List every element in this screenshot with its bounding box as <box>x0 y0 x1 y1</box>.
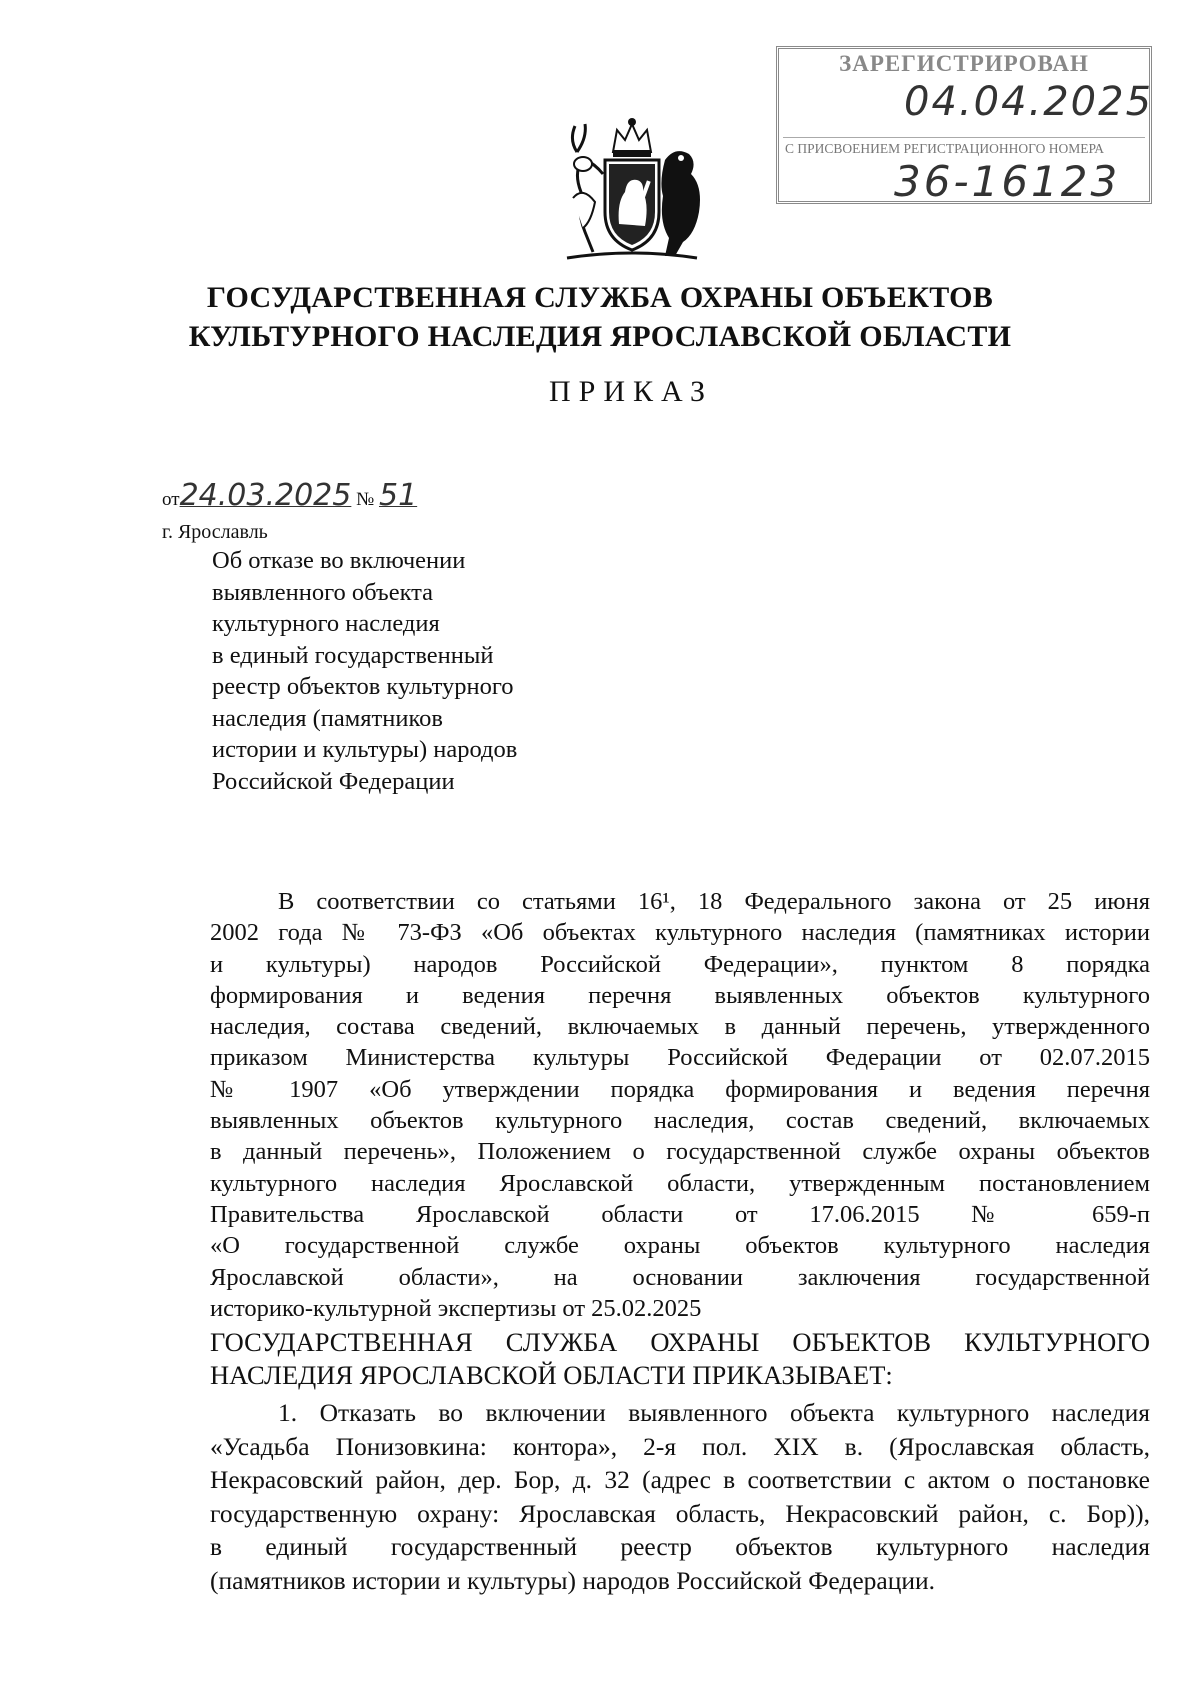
preamble-line: наследия, состава сведений, включаемых в данный перечень, утвержденного <box>210 1013 1150 1041</box>
preamble-line: формирования и ведения перечня выявленных объектов культурного <box>210 981 1150 1009</box>
from-label: от <box>162 489 180 510</box>
organization-title-line2: КУЛЬТУРНОГО НАСЛЕДИЯ ЯРОСЛАВСКОЙ ОБЛАСТИ <box>188 320 1012 353</box>
subject-line: истории и культуры) народов <box>212 736 518 763</box>
item-line: в единый государственный реестр объектов культурного наследия <box>210 1532 1150 1561</box>
coat-of-arms-icon <box>547 112 717 264</box>
orders-heading-line: ГОСУДАРСТВЕННАЯ СЛУЖБА ОХРАНЫ ОБЪЕКТОВ КУЛЬТУРНОГО <box>210 1327 1150 1357</box>
item-line: государственную охрану: Ярославская область, Некрасовский район, с. Бор)), <box>210 1498 1150 1528</box>
document-type: ПРИКАЗ <box>549 375 713 408</box>
subject-line: Об отказе во включении <box>212 547 466 574</box>
item-line: 1. Отказать во включении выявленного объекта культурного наследия <box>278 1398 1150 1427</box>
order-date-number <box>162 478 417 513</box>
orders-heading <box>210 1326 1150 1392</box>
preamble-line: культурного наследия Ярославской области, утвержденным постановлением <box>210 1169 1150 1197</box>
item-line: (памятников истории и культуры) народов Российской Федерации. <box>210 1565 936 1595</box>
stamp-title: ЗАРЕГИСТРИРОВАН <box>839 51 1089 76</box>
stamp-date: 04.04.2025 <box>904 79 1154 125</box>
subject-line: в единый государственный <box>212 641 494 669</box>
stamp-caption: С ПРИСВОЕНИЕМ РЕГИСТРАЦИОННОГО НОМЕРА <box>785 141 1104 156</box>
number-label: № <box>356 489 375 510</box>
subject-line: Российской Федерации <box>212 767 455 795</box>
order-subject <box>212 545 517 797</box>
stamp-number: 36-16123 <box>894 157 1121 206</box>
preamble-line: № 1907 «Об утверждении порядка формирования и ведения перечня <box>210 1075 1150 1103</box>
stamp-divider <box>783 137 1145 138</box>
subject-line: реестр объектов культурного <box>212 673 514 700</box>
subject-line: выявленного объекта <box>212 578 434 606</box>
preamble-line: историко-культурной экспертизы от 25.02.2025 <box>210 1294 702 1322</box>
orders-heading-line: НАСЛЕДИЯ ЯРОСЛАВСКОЙ ОБЛАСТИ ПРИКАЗЫВАЕТ: <box>210 1360 893 1390</box>
preamble-line: и культуры) народов Российской Федерации», пунктом 8 порядка <box>210 950 1150 978</box>
item-line: Некрасовский район, дер. Бор, д. 32 (адрес в соответствии с актом о постановке <box>210 1465 1150 1494</box>
registration-stamp <box>776 46 1152 204</box>
order-number: 51 <box>378 478 418 513</box>
preamble-line: Ярославской области», на основании заключения государственной <box>210 1263 1150 1291</box>
preamble-line: 2002 года № 73-ФЗ «Об объектах культурного наследия (памятниках истории <box>210 919 1150 947</box>
subject-line: наследия (памятников <box>212 704 443 732</box>
subject-line: культурного наследия <box>212 610 440 637</box>
preamble <box>210 886 1150 1324</box>
preamble-line: в данный перечень», Положением о государственной службе охраны объектов <box>210 1138 1150 1166</box>
item-line: «Усадьба Понизовкина: контора», 2-я пол. XIX в. (Ярославская область, <box>210 1431 1150 1461</box>
order-item-1 <box>210 1396 1150 1597</box>
preamble-line: приказом Министерства культуры Российской Федерации от 02.07.2015 <box>210 1044 1150 1072</box>
order-city: г. Ярославль <box>162 521 268 543</box>
preamble-line: выявленных объектов культурного наследия, состав сведений, включаемых <box>210 1107 1150 1135</box>
organization-title <box>0 278 1200 356</box>
organization-title-line1: ГОСУДАРСТВЕННАЯ СЛУЖБА ОХРАНЫ ОБЪЕКТОВ <box>206 281 994 314</box>
preamble-line: «О государственной службе охраны объектов культурного наследия <box>210 1232 1150 1260</box>
preamble-line: В соответствии со статьями 16¹, 18 Федерального закона от 25 июня <box>278 888 1150 915</box>
preamble-line: Правительства Ярославской области от 17.06.2015 № 659-п <box>210 1200 1150 1228</box>
order-date: 24.03.2025 <box>179 478 352 513</box>
